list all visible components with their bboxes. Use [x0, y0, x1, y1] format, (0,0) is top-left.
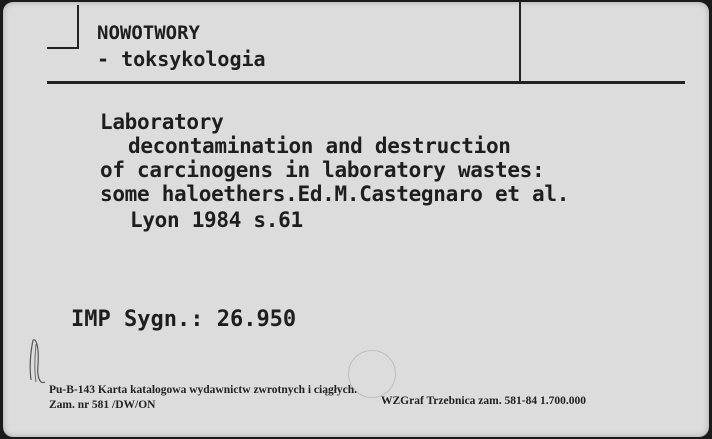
call-number [71, 307, 296, 332]
footer-order-number: Zam. nr 581 /DW/ON [49, 399, 156, 411]
header-corner-horizontal [47, 47, 79, 49]
header-bottom-rule [47, 81, 685, 84]
body-line-4: some haloethers.Ed.M.Castegnaro et al. [100, 182, 570, 206]
body-line-5: Lyon 1984 s.61 [130, 208, 303, 232]
footer-printer-info: WZGraf Trzebnica zam. 581-84 1.700.000 [381, 395, 586, 407]
body-line-1: Laboratory [100, 110, 224, 134]
body-line-3: of carcinogens in laboratory wastes: [100, 158, 545, 182]
body-line-2: decontamination and destruction [128, 134, 511, 158]
footer-form-title: Pu-B-143 Karta katalogowa wydawnictw zwrotnych i ciągłych. [49, 384, 358, 396]
call-number-label: IMP Sygn.: [71, 307, 204, 332]
header-right-divider [519, 2, 521, 82]
subject-heading: NOWOTWORY [97, 22, 200, 44]
call-number-value: 26.950 [216, 307, 297, 332]
subject-subheading: - toksykologia [97, 47, 266, 71]
pencil-mark-icon [25, 330, 51, 390]
catalog-card [3, 2, 709, 437]
header-corner-vertical [77, 5, 79, 48]
